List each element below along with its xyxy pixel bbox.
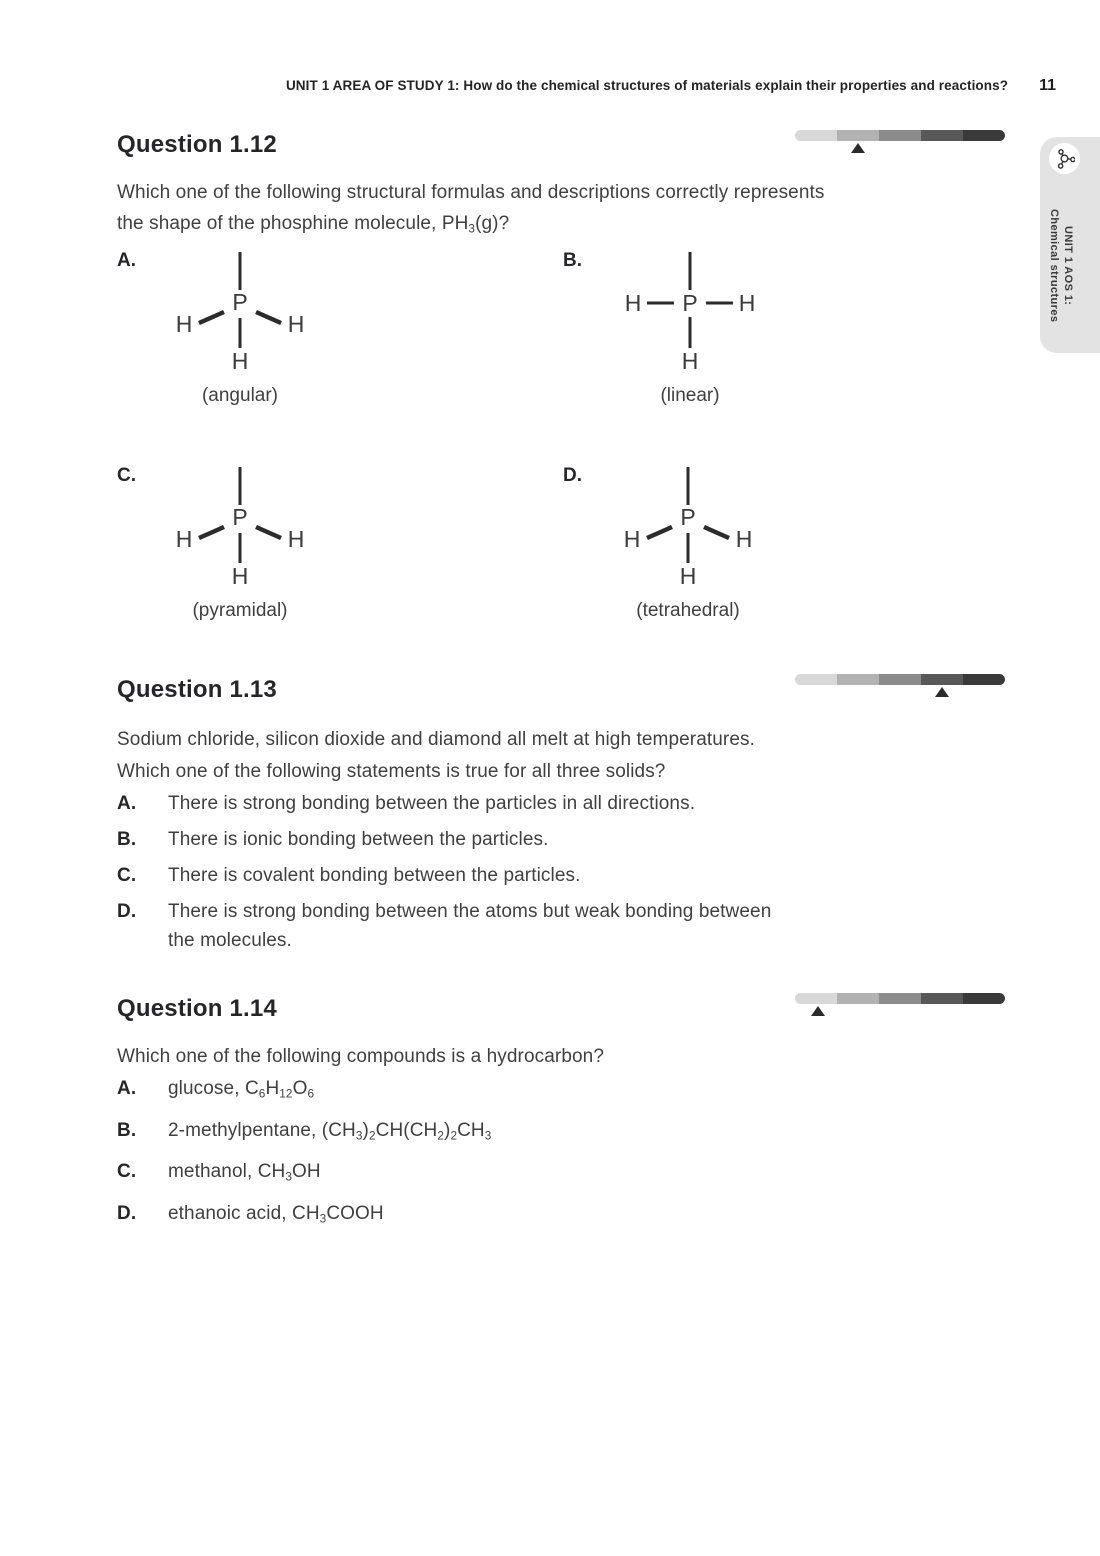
question-1-13-options — [117, 789, 929, 962]
question-1-14-options — [117, 1074, 929, 1240]
molecule-structure-pyramidal — [603, 465, 773, 593]
structure-diagram-c — [155, 465, 325, 593]
option-text: There is ionic bonding between the particles. — [168, 829, 549, 850]
option-letter-d: D. — [563, 465, 582, 486]
atom-center-label: P — [680, 504, 696, 530]
difficulty-marker-icon — [851, 143, 865, 153]
atom-right-label: H — [738, 290, 756, 316]
chapter-icon-circle — [1049, 143, 1080, 174]
question-1-12-heading: Question 1.12 — [117, 131, 277, 158]
atom-center-label: P — [232, 504, 248, 530]
option-c — [117, 861, 929, 890]
question-text-line: the shape of the phosphine molecule, $PH_3(g)$? — [117, 213, 510, 236]
option-letter: D. — [117, 901, 137, 922]
chapter-tab-line2: Chemical structures — [1048, 209, 1060, 323]
shape-label-a: (angular) — [201, 385, 279, 406]
option-text: There is covalent bonding between the particles. — [168, 865, 581, 886]
atom-center-label: P — [232, 289, 248, 315]
atom-left-label: H — [623, 526, 641, 552]
difficulty-indicator-q113 — [795, 674, 1005, 698]
difficulty-segment — [963, 130, 1005, 141]
option-formula: 2-methylpentane, $(CH_3)_2CH(CH_2)_2CH_3$ — [168, 1119, 492, 1143]
atom-right-label: H — [287, 526, 305, 552]
atom-right-label: H — [735, 526, 753, 552]
option-text-line2: the molecules. — [168, 930, 292, 951]
option-a — [117, 789, 929, 818]
page-header — [0, 77, 1056, 95]
difficulty-bar — [795, 130, 1005, 141]
question-1-13-heading: Question 1.13 — [117, 676, 277, 703]
question-1-13-body — [117, 724, 997, 788]
option-letter: D. — [117, 1202, 137, 1224]
difficulty-segment — [963, 993, 1005, 1004]
chapter-side-tab — [1040, 137, 1100, 353]
shape-label-d: (tetrahedral) — [636, 600, 740, 621]
difficulty-bar — [795, 674, 1005, 685]
difficulty-segment — [879, 130, 921, 141]
option-letter-b: B. — [563, 250, 582, 271]
atom-left-label: H — [175, 526, 193, 552]
difficulty-segment — [795, 993, 837, 1004]
question-text-line: Sodium chloride, silicon dioxide and diamond all melt at high temperatures. — [117, 729, 756, 750]
shape-label-c: (pyramidal) — [192, 600, 288, 621]
difficulty-indicator-q112 — [795, 130, 1005, 154]
chapter-tab-line1: UNIT 1 AOS 1: — [1062, 226, 1074, 306]
option-letter: B. — [117, 829, 137, 850]
difficulty-segment — [795, 674, 837, 685]
bond-left — [199, 527, 224, 538]
difficulty-marker-icon — [935, 687, 949, 697]
difficulty-segment — [837, 674, 879, 685]
difficulty-indicator-q114 — [795, 993, 1005, 1017]
atom-bottom-label: H — [231, 563, 249, 589]
bond-left — [199, 312, 224, 323]
difficulty-segment — [921, 674, 963, 685]
option-letter: B. — [117, 1119, 137, 1141]
atom-right-label: H — [287, 311, 305, 337]
atom-left-label: H — [624, 290, 642, 316]
option-text: There is strong bonding between the atoms but weak bonding between — [168, 901, 772, 922]
question-text-line: Which one of the following statements is true for all three solids? — [117, 761, 666, 782]
option-letter-c: C. — [117, 465, 136, 486]
difficulty-segment — [921, 993, 963, 1004]
option-letter: C. — [117, 1161, 137, 1183]
option-letter-a: A. — [117, 250, 136, 271]
bond-left — [647, 527, 672, 538]
atom-bottom-label: H — [679, 563, 697, 589]
option-formula: ethanoic acid, $CH_3COOH$ — [168, 1202, 384, 1226]
difficulty-segment — [837, 993, 879, 1004]
molecule-icon — [1054, 148, 1075, 169]
option-letter: C. — [117, 865, 137, 886]
question-1-14-heading: Question 1.14 — [117, 995, 277, 1022]
molecule-structure-cross — [605, 250, 775, 378]
chapter-tab-label — [1047, 189, 1075, 343]
running-header-title: UNIT 1 AREA OF STUDY 1: How do the chemical structures of materials explain their properties and reactions? — [285, 78, 1009, 93]
option-d — [117, 1199, 929, 1235]
difficulty-bar — [795, 993, 1005, 1004]
question-text-line: Which one of the following compounds is a hydrocarbon? — [117, 1046, 605, 1067]
difficulty-segment — [963, 674, 1005, 685]
bond-right — [256, 527, 281, 538]
option-a — [117, 1074, 929, 1110]
option-formula: methanol, $CH_3OH$ — [168, 1161, 321, 1184]
question-1-14-body — [117, 1041, 997, 1072]
question-text-line: Which one of the following structural formulas and descriptions correctly represents — [117, 182, 825, 203]
difficulty-segment — [921, 130, 963, 141]
atom-bottom-label: H — [231, 348, 249, 374]
molecule-structure-pyramidal — [155, 250, 325, 378]
shape-label-b: (linear) — [660, 385, 720, 406]
structure-diagram-b — [605, 250, 775, 378]
option-letter: A. — [117, 1078, 137, 1099]
structure-diagram-d — [603, 465, 773, 593]
difficulty-segment — [795, 130, 837, 141]
difficulty-segment — [879, 993, 921, 1004]
molecule-structure-pyramidal — [155, 465, 325, 593]
page-number: 11 — [1039, 77, 1056, 94]
atom-bottom-label: H — [681, 348, 699, 374]
question-1-12-body — [117, 177, 997, 245]
option-b — [117, 825, 929, 854]
option-d — [117, 897, 929, 955]
structure-diagram-a — [155, 250, 325, 378]
difficulty-segment — [879, 674, 921, 685]
difficulty-segment — [837, 130, 879, 141]
bond-right — [704, 527, 729, 538]
option-letter: A. — [117, 793, 137, 814]
bond-right — [256, 312, 281, 323]
option-text: There is strong bonding between the particles in all directions. — [168, 793, 696, 814]
difficulty-marker-icon — [811, 1006, 825, 1016]
atom-center-label: P — [682, 290, 698, 316]
option-formula: glucose, $C_6H_{12}O_6$ — [168, 1078, 315, 1101]
atom-left-label: H — [175, 311, 193, 337]
option-c — [117, 1157, 929, 1193]
option-b — [117, 1116, 929, 1152]
